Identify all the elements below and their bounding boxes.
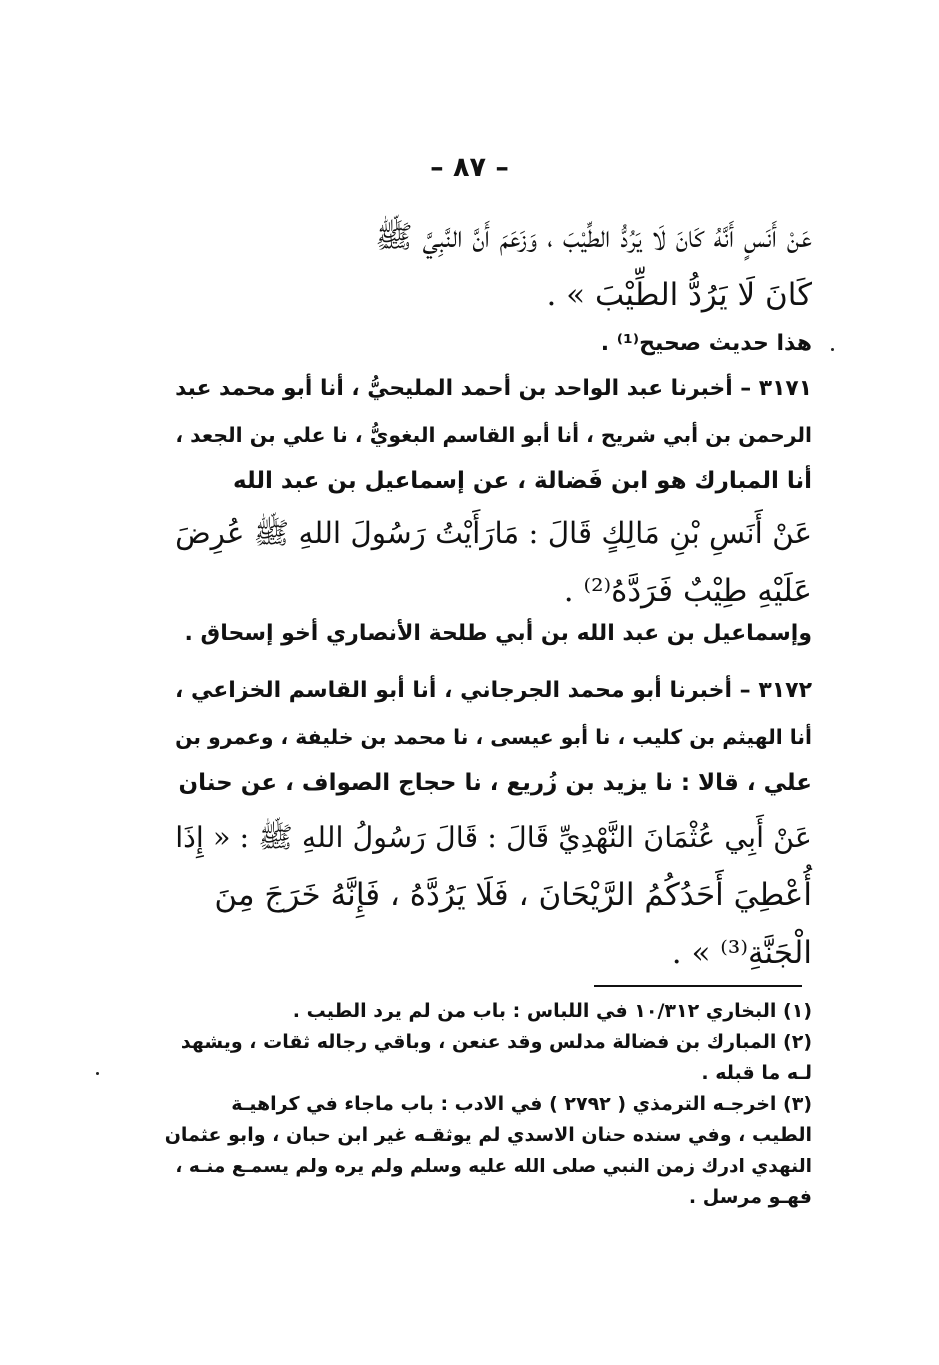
text-line: الْجَنَّةِ⁽³⁾ » .: [671, 935, 812, 971]
text-line: ٣١٧١ – أخبرنا عبد الواحد بن أحمد المليحيُّ ، أنا أبو محمد عبد: [175, 376, 812, 401]
text-line: هذا حديث صحيح⁽¹⁾ .: [600, 331, 812, 356]
text-line: أنا الهيثم بن كليب ، نا أبو عيسى ، نا محمد بن خليفة ، وعمرو بن: [175, 725, 812, 749]
text-line: الرحمن بن أبي شريح ، أنا أبو القاسم البغويُّ ، نا علي بن الجعد ،: [175, 423, 812, 447]
footnote-separator: [594, 985, 802, 987]
text-line: عَنْ أَنَسٍ أَنَّهُ كَانَ لَا يَرُدُّ الطِّيْبَ ، وَزَعَمَ أَنَّ النَّبِيَّ ﷺ: [375, 219, 812, 255]
text-line: كَانَ لَا يَرُدُّ الطِّيْبَ » .: [546, 277, 812, 313]
footnote-line: فهـو مرسل .: [688, 1186, 812, 1208]
page-number: – ٨٧ –: [430, 152, 509, 183]
scan-speck: [831, 348, 834, 351]
text-line: أنا المبارك هو ابن فَضالة ، عن إسماعيل بن عبد الله: [233, 468, 812, 494]
text-line: عَنْ أَنَسِ بْنِ مَالِكٍ قَالَ : مَارَأَيْتُ رَسُولَ اللهِ ﷺ عُرِضَ: [175, 516, 812, 550]
grading-comment: [162, 324, 812, 364]
scan-speck: [96, 1072, 99, 1075]
text-line: علي ، قالا : نا يزيد بن زُريع ، نا حجاج الصواف ، عن حنان: [178, 770, 812, 796]
footnote-line: (٢) المبارك بن فضالة مدلس وقد عنعن ، وباقي رجاله ثقات ، ويشهد: [180, 1031, 812, 1053]
hadith-matn-text: [162, 504, 812, 620]
text-line: وإسماعيل بن عبد الله بن أبي طلحة الأنصاري أخو إسحاق .: [184, 621, 812, 646]
text-line: أُعْطِيَ أَحَدُكُمُ الرَّيْحَانَ ، فَلَا يَرُدَّهُ ، فَإِنَّهُ خَرَجَ مِنَ: [214, 877, 812, 913]
text-line: عَلَيْهِ طِيْبٌ فَرَدَّهُ⁽²⁾ .: [563, 573, 812, 609]
hadith-matn-text: [162, 808, 812, 982]
hadith-isnad-3171: [162, 366, 812, 504]
footnote-line: لـه ما قبله .: [701, 1062, 812, 1084]
narrator-comment: [162, 614, 812, 654]
footnotes: [162, 996, 812, 1213]
footnote-line: الطيب ، وفي سنده حنان الاسدي لم يوثقـه غير ابن حبان ، وابو عثمان: [164, 1124, 812, 1146]
hadith-matn-text: [162, 208, 812, 324]
text-line: ٣١٧٢ – أخبرنا أبو محمد الجرجاني ، أنا أبو القاسم الخزاعي ،: [175, 678, 812, 703]
footnote-line: (١) البخاري ١٠/٣١٢ في اللباس : باب من لم يرد الطيب .: [292, 1000, 812, 1022]
hadith-isnad-3172: [162, 668, 812, 806]
footnote-line: النهدي ادرك زمن النبي صلى الله عليه وسلم ولم يره ولم يسمـع منـه ،: [175, 1156, 812, 1177]
footnote-line: (٣) اخرجـه الترمذي ( ٢٧٩٢ ) في الادب : باب ماجاء في كراهيـة: [231, 1093, 812, 1115]
text-line: عَنْ أَبِي عُثْمَانَ النَّهْدِيِّ قَالَ : قَالَ رَسُولُ اللهِ ﷺ : « إِذَا: [175, 820, 812, 854]
